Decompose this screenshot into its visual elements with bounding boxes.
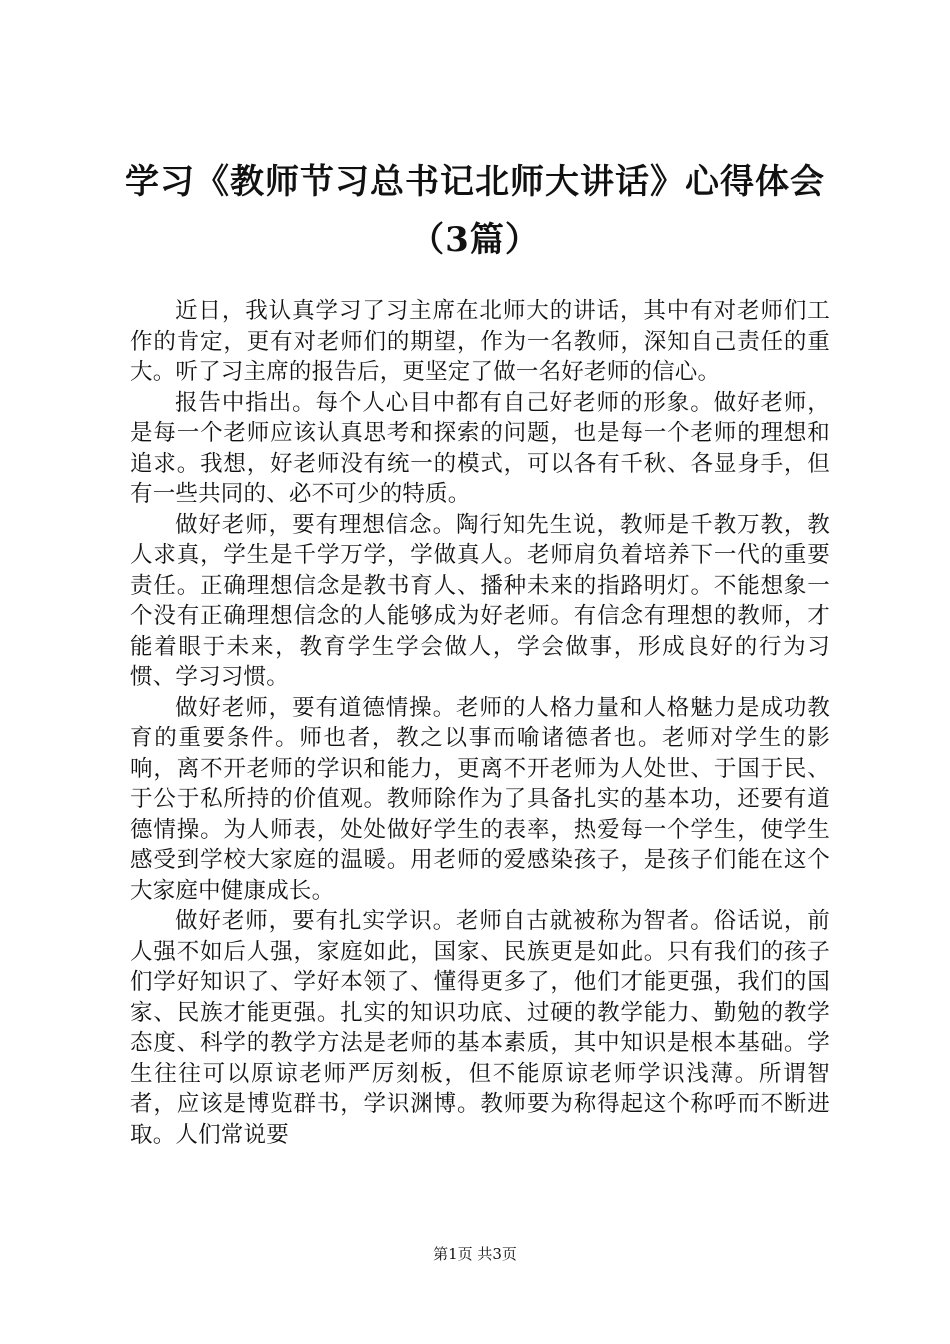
paragraph: 做好老师，要有理想信念。陶行知先生说，教师是千教万教，教人求真，学生是千学万学，学做真人。老师肩负着培养下一代的重要责任。正确理想信念是教书育人、播种未来的指路明灯。不能想象一个没有正确理想信念的人能够成为好老师。有信念有理想的教师，才能着眼于未来，教育学生学会做人，学会做事，形成良好的行为习惯、学习习惯。 xyxy=(130,511,830,690)
paragraph: 近日，我认真学习了习主席在北师大的讲话，其中有对老师们工作的肯定，更有对老师们的期望，作为一名教师，深知自己责任的重大。听了习主席的报告后，更坚定了做一名好老师的信心。 xyxy=(130,298,830,385)
paragraph: 做好老师，要有道德情操。老师的人格力量和人格魅力是成功教育的重要条件。师也者，教之以事而喻诸德者也。老师对学生的影响，离不开老师的学识和能力，更离不开老师为人处世、于国于民、于公于私所持的价值观。教师除作为了具备扎实的基本功，还要有道德情操。为人师表，处处做好学生的表率，热爱每一个学生，使学生感受到学校大家庭的温暖。用老师的爱感染孩子，是孩子们能在这个大家庭中健康成长。 xyxy=(130,694,830,904)
paragraph: 报告中指出。每个人心目中都有自己好老师的形象。做好老师，是每一个老师应该认真思考和探索的问题，也是每一个老师的理想和追求。我想，好老师没有统一的模式，可以各有千秋、各显身手，但有一些共同的、必不可少的特质。 xyxy=(130,389,830,507)
page-footer: 第1页 共3页 xyxy=(433,1245,517,1263)
document-body xyxy=(130,296,830,1150)
document-title-subtitle: （3篇） xyxy=(410,220,540,260)
document-title: 学习《教师节习总书记北师大讲话》心得体会 xyxy=(125,162,825,202)
paragraph: 做好老师，要有扎实学识。老师自古就被称为智者。俗话说，前人强不如后人强，家庭如此，国家、民族更是如此。只有我们的孩子们学好知识了、学好本领了、懂得更多了，他们才能更强，我们的国家、民族才能更强。扎实的知识功底、过硬的教学能力、勤勉的教学态度、科学的教学方法是老师的基本素质，其中知识是根本基础。学生往往可以原谅老师严厉刻板，但不能原谅老师学识浅薄。所谓智者，应该是博览群书，学识渊博。教师要为称得起这个称呼而不断进取。人们常说要 xyxy=(130,908,830,1148)
